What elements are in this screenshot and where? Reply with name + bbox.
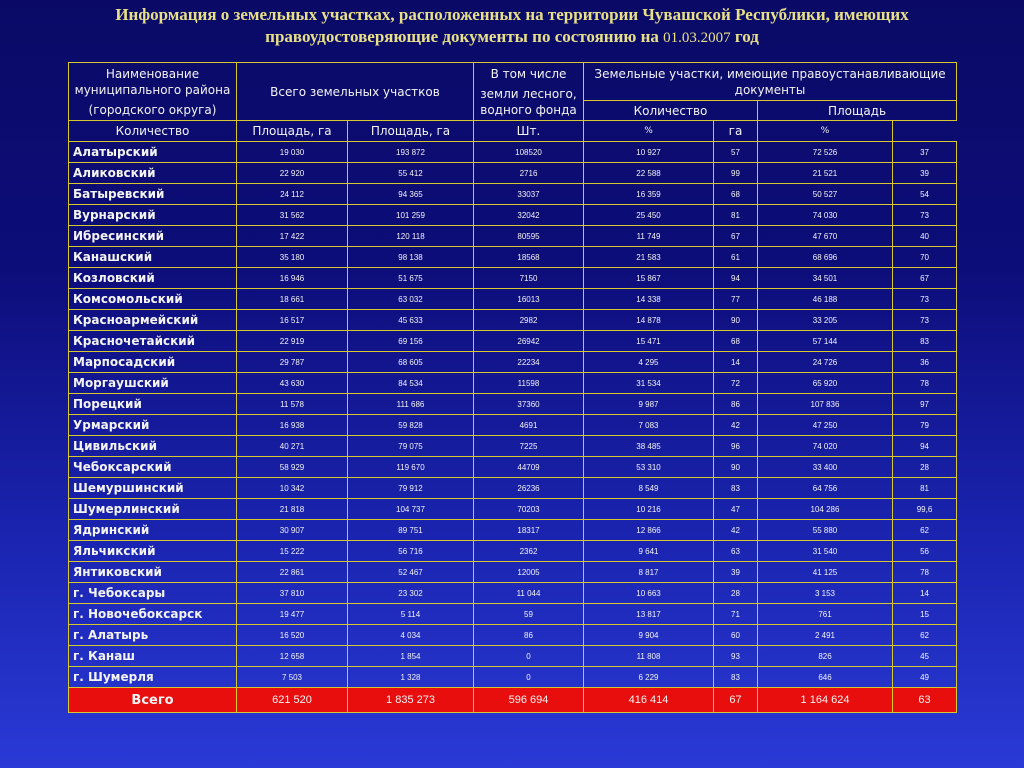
header-pct-col: %: [584, 121, 714, 142]
forest-water-area-cell: 7225: [474, 436, 584, 457]
doc-area-cell: 57 144: [758, 331, 893, 352]
district-name-cell: Ядринский: [69, 520, 237, 541]
table-body: [69, 142, 957, 713]
forest-water-area-cell: 59: [474, 604, 584, 625]
forest-water-area-cell: 16013: [474, 289, 584, 310]
doc-count-pct-cell: 90: [714, 310, 758, 331]
total-area-cell: 111 686: [348, 394, 474, 415]
total-count-cell: 17 422: [237, 226, 348, 247]
doc-area-pct-cell: 73: [893, 289, 957, 310]
doc-count-pct-cell: 83: [714, 478, 758, 499]
doc-area-cell: 104 286: [758, 499, 893, 520]
doc-area-pct-cell: 62: [893, 520, 957, 541]
total-area-cell: 45 633: [348, 310, 474, 331]
table-row: [69, 625, 957, 646]
doc-count-pct-cell: 42: [714, 520, 758, 541]
doc-area-cell: 72 526: [758, 142, 893, 163]
doc-count-cell: 11 749: [584, 226, 714, 247]
forest-water-area-cell: 26942: [474, 331, 584, 352]
total-count-cell: 43 630: [237, 373, 348, 394]
total-count-cell: 22 919: [237, 331, 348, 352]
total-area-cell: 51 675: [348, 268, 474, 289]
total-doc-count-pct-cell: 67: [714, 688, 758, 713]
doc-area-cell: 3 153: [758, 583, 893, 604]
doc-count-cell: 12 866: [584, 520, 714, 541]
doc-area-pct-cell: 40: [893, 226, 957, 247]
total-count-cell: 15 222: [237, 541, 348, 562]
doc-count-cell: 9 904: [584, 625, 714, 646]
total-count-cell: 10 342: [237, 478, 348, 499]
doc-area-pct-cell: 14: [893, 583, 957, 604]
total-area-cell: 120 118: [348, 226, 474, 247]
doc-count-pct-cell: 42: [714, 415, 758, 436]
doc-count-cell: 15 867: [584, 268, 714, 289]
district-name-cell: Алатырский: [69, 142, 237, 163]
doc-area-pct-cell: 99,6: [893, 499, 957, 520]
doc-count-cell: 13 817: [584, 604, 714, 625]
doc-count-cell: 15 471: [584, 331, 714, 352]
table-row: [69, 268, 957, 289]
header-area-ha-col: Площадь, га: [237, 121, 348, 142]
doc-area-pct-cell: 73: [893, 205, 957, 226]
total-count-cell: 21 818: [237, 499, 348, 520]
forest-water-area-cell: 2362: [474, 541, 584, 562]
forest-water-area-cell: 0: [474, 646, 584, 667]
doc-count-pct-cell: 94: [714, 268, 758, 289]
table-row: [69, 184, 957, 205]
forest-water-area-cell: 86: [474, 625, 584, 646]
total-area-cell: 1 328: [348, 667, 474, 688]
district-name-cell: Марпосадский: [69, 352, 237, 373]
district-name-cell: Канашский: [69, 247, 237, 268]
table-row: [69, 373, 957, 394]
doc-area-cell: 47 670: [758, 226, 893, 247]
doc-count-cell: 38 485: [584, 436, 714, 457]
doc-area-cell: 41 125: [758, 562, 893, 583]
doc-count-cell: 6 229: [584, 667, 714, 688]
district-name-cell: Ибресинский: [69, 226, 237, 247]
doc-area-pct-cell: 78: [893, 373, 957, 394]
doc-area-cell: 46 188: [758, 289, 893, 310]
doc-area-cell: 21 521: [758, 163, 893, 184]
doc-count-cell: 9 987: [584, 394, 714, 415]
doc-area-pct-cell: 39: [893, 163, 957, 184]
doc-count-cell: 11 808: [584, 646, 714, 667]
doc-area-cell: 47 250: [758, 415, 893, 436]
district-name-cell: Моргаушский: [69, 373, 237, 394]
total-count-cell: 12 658: [237, 646, 348, 667]
total-area-cell: 69 156: [348, 331, 474, 352]
district-name-cell: г. Канаш: [69, 646, 237, 667]
total-area-cell: 23 302: [348, 583, 474, 604]
doc-area-pct-cell: 97: [893, 394, 957, 415]
total-count-cell: 18 661: [237, 289, 348, 310]
doc-count-pct-cell: 71: [714, 604, 758, 625]
doc-count-pct-cell: 67: [714, 226, 758, 247]
total-count-cell: 31 562: [237, 205, 348, 226]
total-area-cell: 119 670: [348, 457, 474, 478]
doc-count-cell: 14 338: [584, 289, 714, 310]
total-count-cell: 16 938: [237, 415, 348, 436]
forest-water-area-cell: 11 044: [474, 583, 584, 604]
doc-area-cell: 33 400: [758, 457, 893, 478]
total-count-cell: 40 271: [237, 436, 348, 457]
district-name-cell: г. Алатырь: [69, 625, 237, 646]
table-header: [69, 63, 957, 142]
total-area-cell: 63 032: [348, 289, 474, 310]
total-district-name-cell: Всего: [69, 688, 237, 713]
table-row: [69, 583, 957, 604]
total-doc-count-cell: 416 414: [584, 688, 714, 713]
header-including: [474, 63, 584, 121]
total-area-cell: 52 467: [348, 562, 474, 583]
table-row: [69, 436, 957, 457]
doc-count-pct-cell: 93: [714, 646, 758, 667]
doc-count-pct-cell: 99: [714, 163, 758, 184]
total-area-cell: 56 716: [348, 541, 474, 562]
total-area-cell: 59 828: [348, 415, 474, 436]
forest-water-area-cell: 22234: [474, 352, 584, 373]
header-ha-col: га: [714, 121, 758, 142]
doc-area-cell: 33 205: [758, 310, 893, 331]
forest-water-area-cell: 26236: [474, 478, 584, 499]
forest-water-area-cell: 32042: [474, 205, 584, 226]
district-name-cell: г. Шумерля: [69, 667, 237, 688]
header-district: [69, 63, 237, 121]
forest-water-area-cell: 12005: [474, 562, 584, 583]
header-area: Площадь: [758, 101, 957, 121]
doc-count-pct-cell: 14: [714, 352, 758, 373]
forest-water-area-cell: 33037: [474, 184, 584, 205]
table-row: [69, 352, 957, 373]
doc-area-pct-cell: 37: [893, 142, 957, 163]
doc-area-pct-cell: 56: [893, 541, 957, 562]
table-row: [69, 331, 957, 352]
total-area-cell: 79 075: [348, 436, 474, 457]
district-name-cell: Козловский: [69, 268, 237, 289]
table-row: [69, 310, 957, 331]
forest-water-area-cell: 7150: [474, 268, 584, 289]
doc-area-cell: 55 880: [758, 520, 893, 541]
table-row: [69, 247, 957, 268]
district-name-cell: Красночетайский: [69, 331, 237, 352]
doc-count-pct-cell: 81: [714, 205, 758, 226]
title-date: 01.03.2007: [663, 30, 731, 46]
doc-count-cell: 21 583: [584, 247, 714, 268]
district-name-cell: Урмарский: [69, 415, 237, 436]
header-pct-col: %: [758, 121, 893, 142]
doc-count-pct-cell: 39: [714, 562, 758, 583]
table-row: [69, 520, 957, 541]
total-total-count-cell: 621 520: [237, 688, 348, 713]
doc-count-pct-cell: 63: [714, 541, 758, 562]
doc-count-cell: 10 663: [584, 583, 714, 604]
total-area-cell: 55 412: [348, 163, 474, 184]
table-row: [69, 289, 957, 310]
table-row: [69, 667, 957, 688]
doc-area-cell: 34 501: [758, 268, 893, 289]
doc-count-pct-cell: 68: [714, 184, 758, 205]
total-area-cell: 1 854: [348, 646, 474, 667]
header-district-name: Наименование муниципального района: [74, 66, 231, 97]
doc-count-cell: 22 588: [584, 163, 714, 184]
total-count-cell: 24 112: [237, 184, 348, 205]
doc-area-pct-cell: 83: [893, 331, 957, 352]
forest-water-area-cell: 37360: [474, 394, 584, 415]
doc-area-cell: 2 491: [758, 625, 893, 646]
doc-area-cell: 65 920: [758, 373, 893, 394]
table-row: [69, 205, 957, 226]
doc-count-cell: 8 817: [584, 562, 714, 583]
table-row: [69, 562, 957, 583]
doc-count-cell: 8 549: [584, 478, 714, 499]
district-name-cell: Шемуршинский: [69, 478, 237, 499]
doc-count-cell: 14 878: [584, 310, 714, 331]
doc-area-pct-cell: 54: [893, 184, 957, 205]
total-area-cell: 193 872: [348, 142, 474, 163]
district-name-cell: Вурнарский: [69, 205, 237, 226]
district-name-cell: Чебоксарский: [69, 457, 237, 478]
doc-count-cell: 16 359: [584, 184, 714, 205]
doc-area-cell: 107 836: [758, 394, 893, 415]
total-count-cell: 35 180: [237, 247, 348, 268]
total-count-cell: 7 503: [237, 667, 348, 688]
doc-area-cell: 761: [758, 604, 893, 625]
forest-water-area-cell: 108520: [474, 142, 584, 163]
total-count-cell: 16 520: [237, 625, 348, 646]
total-area-cell: 79 912: [348, 478, 474, 499]
doc-count-cell: 10 216: [584, 499, 714, 520]
total-count-cell: 30 907: [237, 520, 348, 541]
district-name-cell: Порецкий: [69, 394, 237, 415]
doc-area-cell: 24 726: [758, 352, 893, 373]
doc-area-pct-cell: 81: [893, 478, 957, 499]
doc-area-pct-cell: 67: [893, 268, 957, 289]
table-row: [69, 226, 957, 247]
doc-area-cell: 64 756: [758, 478, 893, 499]
header-district-sub: (городского округа): [88, 102, 217, 117]
total-area-cell: 68 605: [348, 352, 474, 373]
header-including-sub: земли лесного, водного фонда: [480, 86, 577, 117]
forest-water-area-cell: 2982: [474, 310, 584, 331]
table-row: [69, 541, 957, 562]
title-line-2: [20, 26, 1004, 49]
header-pcs-col: Шт.: [474, 121, 584, 142]
doc-count-pct-cell: 60: [714, 625, 758, 646]
total-count-cell: 16 517: [237, 310, 348, 331]
table-row: [69, 604, 957, 625]
total-forest-water-area-cell: 596 694: [474, 688, 584, 713]
forest-water-area-cell: 2716: [474, 163, 584, 184]
total-area-cell: 84 534: [348, 373, 474, 394]
total-area-cell: 4 034: [348, 625, 474, 646]
total-count-cell: 29 787: [237, 352, 348, 373]
doc-count-pct-cell: 61: [714, 247, 758, 268]
total-area-cell: 94 365: [348, 184, 474, 205]
district-name-cell: Цивильский: [69, 436, 237, 457]
doc-count-cell: 4 295: [584, 352, 714, 373]
doc-area-pct-cell: 45: [893, 646, 957, 667]
doc-count-pct-cell: 72: [714, 373, 758, 394]
land-plots-table: [68, 62, 957, 713]
doc-area-cell: 826: [758, 646, 893, 667]
doc-count-cell: 9 641: [584, 541, 714, 562]
doc-count-pct-cell: 68: [714, 331, 758, 352]
forest-water-area-cell: 11598: [474, 373, 584, 394]
table-row: [69, 646, 957, 667]
district-name-cell: Яльчикский: [69, 541, 237, 562]
doc-count-pct-cell: 96: [714, 436, 758, 457]
header-all-plots: Всего земельных участков: [237, 63, 474, 121]
forest-water-area-cell: 18317: [474, 520, 584, 541]
doc-count-pct-cell: 86: [714, 394, 758, 415]
doc-count-pct-cell: 83: [714, 667, 758, 688]
header-documented: Земельные участки, имеющие правоустанавливающие документы: [584, 63, 957, 101]
doc-area-pct-cell: 73: [893, 310, 957, 331]
total-doc-area-pct-cell: 63: [893, 688, 957, 713]
title-year: год: [734, 27, 759, 46]
total-count-cell: 19 477: [237, 604, 348, 625]
doc-count-cell: 53 310: [584, 457, 714, 478]
total-area-cell: 5 114: [348, 604, 474, 625]
table-row: [69, 142, 957, 163]
total-count-cell: 19 030: [237, 142, 348, 163]
doc-count-pct-cell: 28: [714, 583, 758, 604]
doc-area-cell: 31 540: [758, 541, 893, 562]
district-name-cell: Аликовский: [69, 163, 237, 184]
page-title: [20, 4, 1004, 49]
total-count-cell: 16 946: [237, 268, 348, 289]
total-area-cell: 89 751: [348, 520, 474, 541]
doc-count-cell: 7 083: [584, 415, 714, 436]
doc-count-pct-cell: 57: [714, 142, 758, 163]
table-row: [69, 499, 957, 520]
total-count-cell: 22 920: [237, 163, 348, 184]
doc-area-cell: 74 020: [758, 436, 893, 457]
title-text: правоудостоверяющие документы по состоянию на: [265, 27, 659, 46]
total-count-cell: 22 861: [237, 562, 348, 583]
total-area-cell: 101 259: [348, 205, 474, 226]
doc-area-pct-cell: 15: [893, 604, 957, 625]
district-name-cell: Янтиковский: [69, 562, 237, 583]
doc-area-pct-cell: 49: [893, 667, 957, 688]
district-name-cell: г. Чебоксары: [69, 583, 237, 604]
doc-count-cell: 10 927: [584, 142, 714, 163]
table-row: [69, 394, 957, 415]
table-row: [69, 415, 957, 436]
doc-area-cell: 74 030: [758, 205, 893, 226]
doc-area-pct-cell: 36: [893, 352, 957, 373]
header-count-col: Количество: [69, 121, 237, 142]
total-area-cell: 98 138: [348, 247, 474, 268]
doc-area-pct-cell: 79: [893, 415, 957, 436]
forest-water-area-cell: 18568: [474, 247, 584, 268]
doc-area-pct-cell: 70: [893, 247, 957, 268]
doc-area-cell: 50 527: [758, 184, 893, 205]
table-row: [69, 478, 957, 499]
doc-area-pct-cell: 78: [893, 562, 957, 583]
total-area-cell: 104 737: [348, 499, 474, 520]
forest-water-area-cell: 80595: [474, 226, 584, 247]
total-doc-area-cell: 1 164 624: [758, 688, 893, 713]
doc-count-pct-cell: 77: [714, 289, 758, 310]
doc-area-pct-cell: 62: [893, 625, 957, 646]
doc-count-cell: 31 534: [584, 373, 714, 394]
total-count-cell: 37 810: [237, 583, 348, 604]
district-name-cell: Шумерлинский: [69, 499, 237, 520]
total-total-area-cell: 1 835 273: [348, 688, 474, 713]
forest-water-area-cell: 44709: [474, 457, 584, 478]
doc-count-pct-cell: 90: [714, 457, 758, 478]
doc-area-pct-cell: 28: [893, 457, 957, 478]
total-row: [69, 688, 957, 713]
total-count-cell: 11 578: [237, 394, 348, 415]
header-including-title: В том числе: [490, 66, 567, 81]
table-row: [69, 457, 957, 478]
forest-water-area-cell: 4691: [474, 415, 584, 436]
header-incl-area-col: Площадь, га: [348, 121, 474, 142]
table-row: [69, 163, 957, 184]
doc-area-cell: 646: [758, 667, 893, 688]
doc-count-cell: 25 450: [584, 205, 714, 226]
header-count: Количество: [584, 101, 758, 121]
title-line-1: Информация о земельных участках, расположенных на территории Чувашской Республики, имеющих: [115, 5, 909, 24]
doc-area-pct-cell: 94: [893, 436, 957, 457]
total-count-cell: 58 929: [237, 457, 348, 478]
forest-water-area-cell: 0: [474, 667, 584, 688]
district-name-cell: Красноармейский: [69, 310, 237, 331]
district-name-cell: г. Новочебоксарск: [69, 604, 237, 625]
district-name-cell: Комсомольский: [69, 289, 237, 310]
forest-water-area-cell: 70203: [474, 499, 584, 520]
district-name-cell: Батыревский: [69, 184, 237, 205]
doc-count-pct-cell: 47: [714, 499, 758, 520]
doc-area-cell: 68 696: [758, 247, 893, 268]
